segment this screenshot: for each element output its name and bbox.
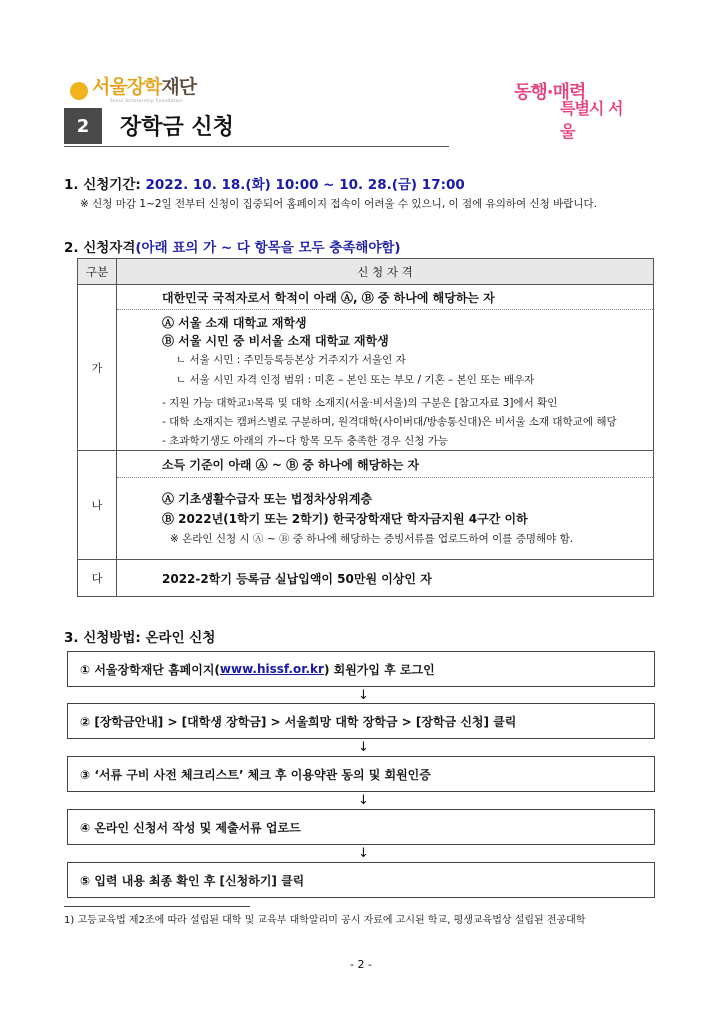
na-option-a: Ⓐ 기초생활수급자 또는 법정차상위계층	[162, 491, 373, 506]
logo-mark-icon	[70, 82, 88, 100]
qualification-table	[77, 258, 654, 597]
da-main: 2022-2학기 등록금 실납입액이 50만원 이상인 자	[162, 571, 432, 586]
method-step-2: ② [장학금안내] > [대학생 장학금] > 서울희망 대학 장학금 > [장학금 신청] 클릭	[67, 703, 655, 739]
period-note: ※ 신청 마감 1~2일 전부터 신청이 집중되어 홈페이지 접속이 어려울 수 있으니, 이 점에 유의하여 신청 바랍니다.	[80, 198, 598, 210]
page-number: - 2 -	[350, 958, 372, 971]
arrow-down-icon: ↓	[358, 846, 369, 861]
ga-note-2: - 대학 소재지는 캠퍼스별로 구분하며, 원격대학(사이버대/방송통신대)은 비서울 소재 대학교에 해당	[162, 416, 617, 428]
na-option-b: Ⓑ 2022년(1학기 또는 2학기) 한국장학재단 학자금지원 4구간 이하	[162, 511, 528, 526]
row-label-da: 다	[78, 560, 117, 597]
table-row-da	[78, 560, 654, 597]
ga-option-a: Ⓐ 서울 소재 대학교 재학생	[162, 315, 307, 330]
na-main: 소득 기준이 아래 Ⓐ ~ Ⓑ 중 하나에 해당하는 자	[117, 451, 653, 478]
method-step-4: ④ 온라인 신청서 작성 및 제출서류 업로드	[67, 809, 655, 845]
header-qualification: 신 청 자 격	[117, 259, 654, 285]
section-divider	[64, 146, 449, 147]
table-row-na	[78, 451, 654, 560]
logo-title: 서울장학재단	[92, 76, 197, 98]
ga-main: 대한민국 국적자로서 학적이 아래 Ⓐ, Ⓑ 중 하나에 해당하는 자	[117, 285, 653, 310]
foundation-logo	[70, 76, 196, 106]
na-note: ※ 온라인 신청 시 Ⓐ ~ Ⓑ 중 하나에 해당하는 증빙서류를 업로드하여 이를 증명해야 함.	[170, 532, 574, 545]
ga-option-b: Ⓑ 서울 시민 중 비서울 소재 대학교 재학생	[162, 333, 389, 348]
ga-option-b-sub2: ㄴ 서울 시민 자격 인정 범위 : 미혼 – 본인 또는 부모 / 기혼 – 본인 또는 배우자	[176, 373, 535, 386]
method-step-3: ③ ‘서류 구비 사전 체크리스트’ 체크 후 이용약관 동의 및 회원인증	[67, 756, 655, 792]
header-category: 구분	[78, 259, 117, 285]
table-row-ga	[78, 285, 654, 451]
arrow-down-icon: ↓	[358, 688, 369, 703]
section-title: 장학금 신청	[120, 115, 234, 140]
row-label-na: 나	[78, 451, 117, 560]
section-number: 2	[64, 108, 102, 144]
footnote-divider	[64, 906, 250, 907]
qualification-heading: 2. 신청자격(아래 표의 가 ~ 다 항목을 모두 충족해야함)	[64, 240, 401, 256]
homepage-link[interactable]: www.hissf.or.kr	[219, 662, 324, 676]
ga-option-b-sub1: ㄴ 서울 시민 : 주민등록등본상 거주지가 서울인 자	[176, 353, 406, 366]
ga-note-3: - 초과학기생도 아래의 가~다 항목 모두 충족한 경우 신청 가능	[162, 435, 449, 447]
method-step-1: ① 서울장학재단 홈페이지( www.hissf.or.kr ) 회원가입 후 로그인	[67, 651, 655, 687]
row-label-ga: 가	[78, 285, 117, 451]
logo-subtitle: Seoul Scholarship Foundation	[110, 98, 184, 103]
arrow-down-icon: ↓	[358, 793, 369, 808]
footnote: 1) 고등교육법 제2조에 따라 설립된 대학 및 교육부 대학알리미 공시 자료에 고시된 학교, 평생교육법상 설립된 전공대학	[64, 915, 586, 926]
period-heading: 1. 신청기간: 2022. 10. 18.(화) 10:00 ~ 10. 28.(금) 17:00	[64, 177, 465, 193]
ga-note-1: - 지원 가능 대학교 1) 목록 및 대학 소재지(서울·비서울)의 구분은 [참고자료 3]에서 확인	[162, 397, 558, 409]
method-step-5: ⑤ 입력 내용 최종 확인 후 [신청하기] 클릭	[67, 862, 655, 898]
seoul-city-logo: 동행·매력 특별시 서울	[514, 82, 623, 141]
arrow-down-icon: ↓	[358, 740, 369, 755]
table-header-row	[78, 259, 654, 285]
method-heading: 3. 신청방법: 온라인 신청	[64, 630, 216, 646]
